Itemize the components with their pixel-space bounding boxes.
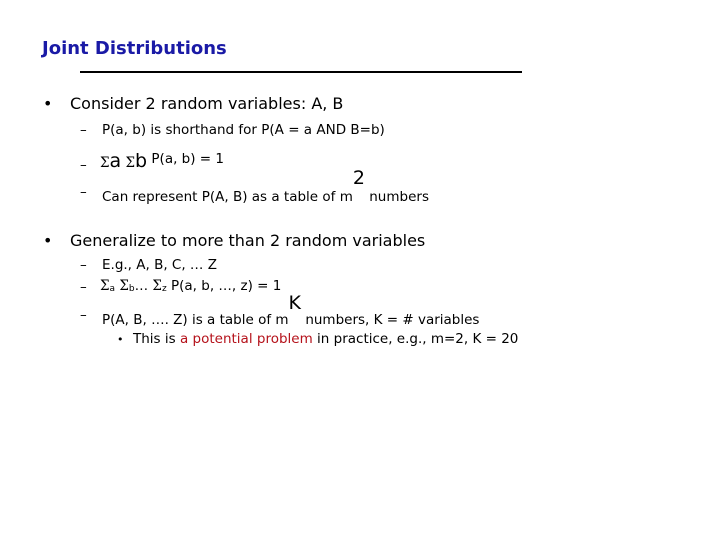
sigma-symbol: Σ [100, 278, 110, 294]
sum-var-a: a [109, 150, 122, 172]
dash-icon: – [80, 279, 87, 295]
bullet-1-sub-1: P(a, b) is shorthand for P(A = a AND B=b) [102, 122, 385, 138]
title-underline [80, 71, 522, 73]
table-text: Can represent P(A, B) as a table of m [102, 189, 353, 205]
dash-icon: – [80, 122, 87, 138]
ellipsis: … [134, 278, 149, 294]
exponent-k: K [288, 292, 302, 314]
table-text: P(A, B, …. Z) is a table of m [102, 312, 289, 328]
bullet-1-sub-3 [102, 167, 429, 205]
dash-icon: – [80, 257, 87, 273]
bullet-2-sub-3-note [133, 331, 518, 347]
note-highlight: a potential problem [179, 331, 313, 347]
sum-expression: P(a, b, …, z) = 1 [171, 278, 282, 294]
bullet-icon: • [43, 94, 53, 113]
table-tail: numbers [369, 189, 429, 205]
bullet-2-text: Generalize to more than 2 random variables [70, 231, 426, 250]
slide-title: Joint Distributions [42, 38, 227, 59]
sigma-symbol: Σ [100, 155, 110, 171]
sum-var-a: a [109, 284, 116, 294]
table-tail: numbers, K = # variables [305, 312, 480, 328]
sub-bullet-icon: • [117, 333, 124, 346]
sum-expression: P(a, b) = 1 [151, 151, 224, 167]
sigma-symbol: Σ [119, 278, 129, 294]
sigma-symbol: Σ [152, 278, 162, 294]
sum-var-z: z [161, 284, 167, 294]
note-after: in practice, e.g., m=2, K = 20 [317, 331, 519, 347]
dash-icon: – [80, 184, 87, 200]
dash-icon: – [80, 157, 87, 173]
bullet-2-sub-1: E.g., A, B, C, … Z [102, 257, 217, 273]
bullet-1-text: Consider 2 random variables: A, B [70, 94, 344, 113]
sum-var-b: b [128, 284, 135, 294]
dash-icon: – [80, 307, 87, 323]
exponent-2: 2 [352, 167, 365, 189]
note-before: This is [133, 331, 176, 347]
sigma-symbol: Σ [125, 155, 136, 171]
sum-var-b: b [135, 150, 148, 172]
bullet-2-sub-3 [102, 292, 479, 328]
bullet-icon: • [43, 231, 53, 250]
